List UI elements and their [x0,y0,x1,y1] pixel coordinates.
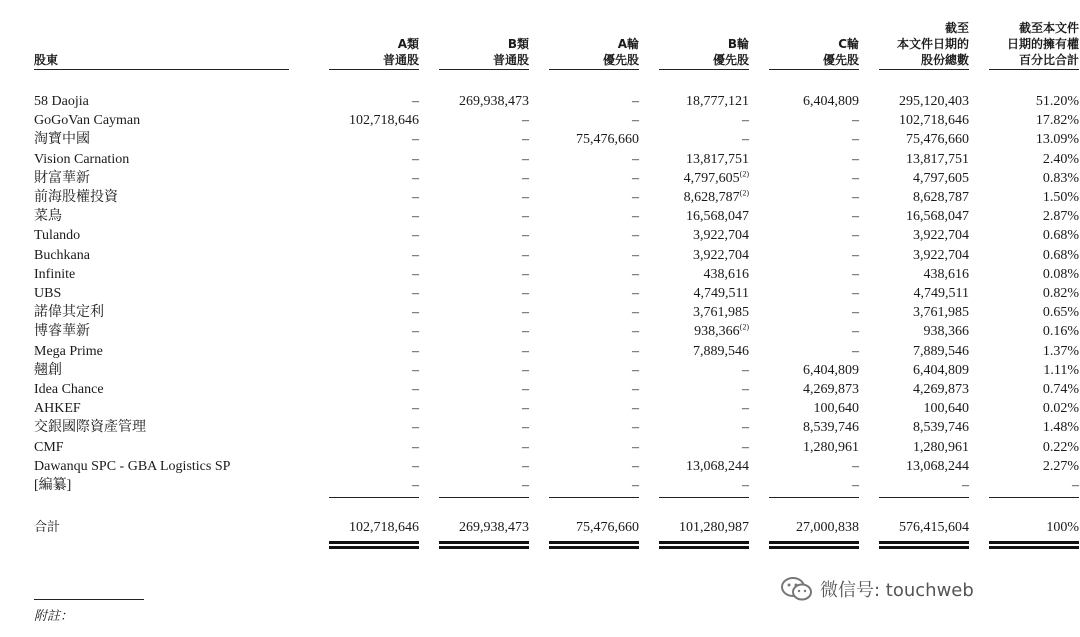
shareholder-name: Tulando [34,228,81,244]
table-cell: – [1072,478,1079,494]
table-cell: 102,718,646 [899,113,969,129]
shareholder-name: Idea Chance [34,382,104,398]
table-cell: – [522,170,529,186]
table-cell: – [852,478,859,494]
shareholder-name: CMF [34,439,64,455]
table-cell: 16,568,047 [906,209,969,225]
table-cell: 0.22% [1042,439,1079,455]
table-cell: 4,797,605$^{(2)}$ [683,169,749,186]
header-series-a-preferred: A輪 優先股 [529,20,639,72]
shareholder-name: 前海股權投資 [34,190,118,206]
table-cell: – [632,343,639,359]
table-cell: 3,761,985 [913,305,969,321]
table-cell: 1.11% [1043,362,1079,378]
table-cell: – [632,324,639,340]
header-ownership-percentage: 截至本文件 日期的擁有權 百分比合計 [969,20,1079,72]
table-cell: 1.37% [1042,343,1079,359]
table-row [34,303,1079,322]
header-shareholder: 股東 [34,20,309,72]
table-row [34,207,1079,226]
table-cell: 51.20% [1035,94,1079,109]
total-cell: 27,000,838 [796,520,859,536]
table-cell: – [852,247,859,263]
table-cell: – [412,151,419,167]
table-cell: – [522,305,529,321]
table-cell: 2.40% [1042,151,1079,167]
table-cell: – [632,113,639,129]
shareholder-name: Infinite [34,266,76,282]
table-cell: 13,068,244 [906,458,969,474]
table-cell: – [632,247,639,263]
table-cell: – [632,401,639,417]
shareholder-name: AHKEF [34,401,81,417]
table-cell: 3,922,704 [913,228,969,244]
table-cell: – [412,362,419,378]
shareholder-name: UBS [34,286,62,302]
table-cell: – [522,190,529,206]
table-cell: – [852,343,859,359]
table-cell: 0.16% [1042,324,1079,340]
table-cell: – [962,478,969,494]
table-cell: – [632,458,639,474]
table-cell: 438,616 [703,266,749,282]
table-cell: 438,616 [923,266,969,282]
table-cell: – [742,382,749,398]
table-cell: – [742,420,749,436]
table-row [34,150,1079,169]
table-cell: – [852,113,859,129]
table-cell: – [412,324,419,340]
table-cell: – [522,478,529,494]
shareholding-table [34,20,1079,549]
table-cell: 7,889,546 [913,343,969,359]
table-cell: – [632,209,639,225]
watermark-text: 微信号: touchweb [820,580,974,601]
table-cell: – [852,170,859,186]
footnote-marker: (2) [739,169,749,179]
shareholder-name: 交銀國際資產管理 [34,420,146,436]
table-cell: 0.83% [1042,170,1079,186]
table-cell: – [852,324,859,340]
table-cell: – [742,362,749,378]
shareholder-name: Mega Prime [34,343,103,359]
table-cell: 0.08% [1042,266,1079,282]
header-row [34,20,1079,72]
shareholder-name: GoGoVan Cayman [34,113,141,129]
table-cell: – [522,113,529,129]
shareholder-name: 淘寶中國 [34,132,90,148]
table-row [34,92,1079,111]
table-cell: 100,640 [923,401,969,417]
table-cell: 269,938,473 [459,94,529,109]
table-cell: – [522,382,529,398]
table-cell: 2.27% [1042,458,1079,474]
table-cell: – [632,362,639,378]
table-row [34,457,1079,476]
table-cell: 3,922,704 [693,247,749,263]
shareholder-name: [編纂] [34,478,72,494]
table-cell: – [522,151,529,167]
total-cell: 102,718,646 [349,520,419,536]
table-cell: – [412,382,419,398]
table-cell: – [412,439,419,455]
table-cell: 13.09% [1035,132,1079,148]
table-cell: – [742,439,749,455]
table-cell: 0.74% [1042,382,1079,398]
table-row [34,399,1079,418]
table-row [34,438,1079,457]
watermark [780,574,974,604]
table-cell: 1,280,961 [913,439,969,455]
table-cell: 6,404,809 [803,94,859,109]
table-cell: – [632,151,639,167]
shareholder-name: Vision Carnation [34,151,130,167]
table-cell: – [522,132,529,148]
table-cell: 0.68% [1042,228,1079,244]
table-cell: 75,476,660 [906,132,969,148]
notes-label: 附註： [34,609,74,624]
shareholder-name: 翹創 [34,362,62,378]
table-cell: – [742,132,749,148]
table-row [34,226,1079,245]
table-cell: 13,817,751 [906,151,969,167]
total-cell: 75,476,660 [576,520,639,536]
total-cell: 101,280,987 [679,520,749,536]
table-cell: 13,817,751 [686,151,749,167]
table-cell: – [522,420,529,436]
footnote-marker: (2) [739,322,749,332]
table-cell: – [632,382,639,398]
wechat-icon [780,575,814,603]
table-cell: – [412,209,419,225]
table-cell: – [852,132,859,148]
header-class-a-ordinary: A類 普通股 [309,20,419,72]
table-cell: 7,889,546 [693,343,749,359]
table-cell: – [852,151,859,167]
notes-divider [34,599,144,600]
table-cell: 1.48% [1042,420,1079,436]
total-label: 合計 [34,520,61,536]
table-cell: – [412,247,419,263]
table-cell: – [852,266,859,282]
table-cell: 938,366 [923,324,969,340]
table-cell: 4,749,511 [693,286,749,302]
table-body [34,72,1079,499]
shareholder-name: 諾偉其定利 [34,305,104,321]
table-cell: – [412,228,419,244]
table-cell: – [742,478,749,494]
table-cell: 295,120,403 [899,94,969,109]
shareholder-name: 財富華新 [34,170,90,186]
header-total-shares: 截至 本文件日期的 股份總數 [859,20,969,72]
shareholder-name: 菜鳥 [34,209,62,225]
table-row [34,284,1079,303]
table-cell: 8,628,787 [913,190,969,206]
table-cell: 0.68% [1042,247,1079,263]
table-cell: – [412,190,419,206]
table-cell: – [522,247,529,263]
table-cell: – [852,286,859,302]
table-cell: – [632,439,639,455]
table-cell: – [412,266,419,282]
table-cell: 100,640 [813,401,859,417]
table-row [34,169,1079,188]
table-cell: 2.87% [1042,209,1079,225]
table-cell: – [522,209,529,225]
table-cell: – [412,458,419,474]
table-cell: – [412,170,419,186]
table-cell: – [852,190,859,206]
table-cell: – [522,401,529,417]
table-cell: 18,777,121 [686,94,749,109]
shareholder-name: 博睿華新 [34,324,90,340]
table-cell: 1.50% [1042,190,1079,206]
table-cell: – [632,420,639,436]
table-cell: – [632,305,639,321]
total-cell: 269,938,473 [459,520,529,536]
table-cell: 3,761,985 [693,305,749,321]
table-cell: 4,269,873 [803,382,859,398]
table-cell: 4,269,873 [913,382,969,398]
table-row [34,130,1079,149]
table-cell: 938,366$^{(2)}$ [694,322,749,340]
table-row [34,361,1079,380]
table-cell: 4,797,605 [913,170,969,186]
table-cell: – [742,113,749,129]
table-cell: – [632,478,639,494]
total-cell: 100% [1046,520,1079,536]
table-row [34,342,1079,361]
table-cell: 17.82% [1035,113,1079,129]
table-cell: – [522,324,529,340]
total-cell: 576,415,604 [899,520,969,536]
table-cell: – [412,420,419,436]
table-row [34,246,1079,265]
table-cell: 6,404,809 [913,362,969,378]
table-cell: 0.82% [1042,286,1079,302]
table-cell: – [522,343,529,359]
table-row [34,418,1079,437]
table-cell: 3,922,704 [693,228,749,244]
table-cell: – [742,401,749,417]
table-cell: – [632,170,639,186]
table-cell: 4,749,511 [913,286,969,302]
table-cell: 16,568,047 [686,209,749,225]
table-cell: – [522,286,529,302]
table-cell: – [412,305,419,321]
double-rule [34,538,1079,549]
shareholder-name: Buchkana [34,247,90,263]
table-cell: – [412,286,419,302]
table-row [34,476,1079,495]
table-row [34,380,1079,399]
table-cell: – [522,228,529,244]
table-cell: – [412,478,419,494]
table-cell: 8,628,787$^{(2)}$ [683,188,749,206]
table-cell: – [632,190,639,206]
table-cell: – [412,343,419,359]
table-cell: 102,718,646 [349,113,419,129]
table-cell: – [852,305,859,321]
table-cell: 0.65% [1042,305,1079,321]
table-cell: 6,404,809 [803,362,859,378]
table-cell: 13,068,244 [686,458,749,474]
header-class-b-ordinary: B類 普通股 [419,20,529,72]
table-row [34,188,1079,207]
table-cell: – [632,266,639,282]
shareholder-name: Dawanqu SPC - GBA Logistics SP [34,458,231,474]
table-cell: 8,539,746 [913,420,969,436]
table-cell: – [522,439,529,455]
header-series-b-preferred: B輪 優先股 [639,20,749,72]
table-cell: – [522,458,529,474]
table-cell: 75,476,660 [576,132,639,148]
table-cell: – [632,228,639,244]
table-cell: – [412,132,419,148]
table-row [34,322,1079,341]
table-cell: 3,922,704 [913,247,969,263]
table-row [34,265,1079,284]
total-row [34,518,1079,538]
footnote-marker: (2) [739,188,749,198]
table-cell: – [852,228,859,244]
table-cell: – [412,94,419,109]
table-cell: 0.02% [1042,401,1079,417]
table-cell: – [522,266,529,282]
table-cell: 1,280,961 [803,439,859,455]
table-cell: – [632,286,639,302]
shareholder-name: 58 Daojia [34,94,89,109]
table-cell: – [632,94,639,109]
table-cell: – [412,401,419,417]
header-series-c-preferred: C輪 優先股 [749,20,859,72]
table-cell: – [522,362,529,378]
table-row [34,111,1079,130]
table-cell: – [852,209,859,225]
table-cell: – [852,458,859,474]
table-cell: 8,539,746 [803,420,859,436]
